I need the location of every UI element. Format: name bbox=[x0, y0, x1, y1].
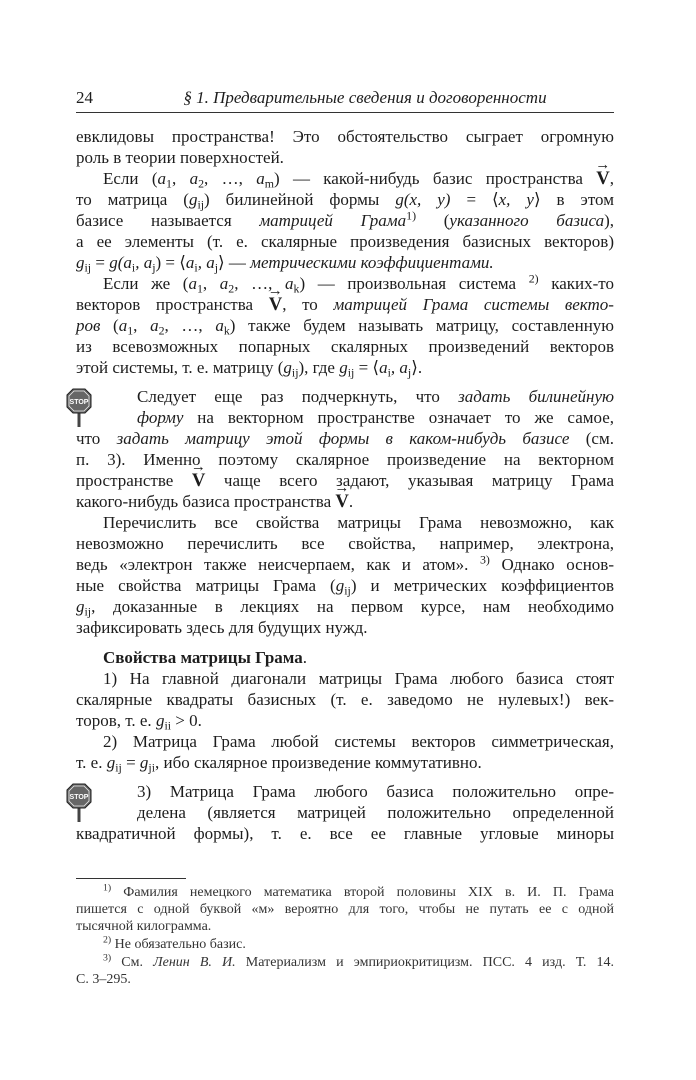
italic-text: матрицей Грама системы векто- bbox=[333, 295, 614, 314]
text: ) также будем называть матрицу, составленную bbox=[229, 316, 615, 335]
text-line bbox=[76, 596, 614, 617]
text: , bbox=[609, 169, 615, 188]
math: g bbox=[155, 711, 165, 730]
text: , доказанные в лекциях на первом курсе, нам необходимо bbox=[91, 597, 614, 616]
math: g bbox=[283, 358, 292, 377]
math: g bbox=[106, 753, 116, 772]
italic-text: ров bbox=[76, 316, 101, 335]
text: ⟩ — bbox=[218, 253, 251, 272]
text: , ибо скалярное произведение коммутативно. bbox=[155, 753, 482, 772]
math: a bbox=[284, 274, 294, 293]
text: ⟩ в этом bbox=[533, 190, 614, 209]
text: пространстве bbox=[76, 471, 192, 490]
text: какого-нибудь базиса пространства bbox=[76, 492, 336, 511]
text: то матрица ( bbox=[76, 190, 189, 209]
text-line bbox=[76, 647, 614, 668]
text: 1) На главной диагонали матрицы Грама любого базиса стоят bbox=[103, 669, 614, 688]
running-header bbox=[76, 88, 614, 113]
text-line bbox=[76, 823, 614, 844]
svg-text:STOP: STOP bbox=[69, 794, 89, 801]
paragraph bbox=[76, 126, 614, 168]
math: a bbox=[189, 169, 199, 188]
math: x, y bbox=[498, 190, 534, 209]
text: 3) Матрица Грама любого базиса положительно опре- bbox=[137, 782, 614, 801]
text: ( bbox=[100, 316, 119, 335]
text: ) = ⟨ bbox=[155, 253, 186, 272]
text: (см. bbox=[569, 429, 614, 448]
text: ⟩. bbox=[411, 358, 423, 377]
subscript: ii bbox=[164, 718, 172, 733]
paragraph bbox=[69, 386, 614, 512]
text: С. 3–295. bbox=[76, 972, 131, 987]
italic-text: форму bbox=[137, 408, 184, 427]
text-line bbox=[76, 954, 614, 971]
footnotes bbox=[76, 884, 614, 989]
text: , bbox=[171, 169, 190, 188]
text-line bbox=[76, 731, 614, 752]
text-line bbox=[76, 689, 614, 710]
text: пишется с одной буквой «м» вероятно для того, чтобы не путать ее с одной bbox=[76, 902, 614, 917]
text: а ее элементы (т. е. скалярные произведения базисных векторов) bbox=[76, 232, 614, 251]
text: Если же ( bbox=[103, 274, 189, 293]
text-line bbox=[76, 512, 614, 533]
footnote bbox=[76, 884, 614, 935]
text-line bbox=[76, 617, 614, 638]
text-line bbox=[76, 533, 614, 554]
text-line bbox=[76, 168, 614, 189]
vector-space-symbol: → V bbox=[269, 294, 283, 315]
text-line bbox=[76, 752, 614, 773]
text: ведь «электрон также неисчерпаем, как и атом». bbox=[76, 555, 480, 574]
text-line bbox=[76, 407, 614, 428]
svg-text:STOP: STOP bbox=[69, 399, 89, 406]
text-line bbox=[76, 315, 614, 336]
text-line bbox=[76, 449, 614, 470]
math: g bbox=[335, 576, 345, 595]
text: зафиксировать здесь для будущих нужд. bbox=[76, 618, 368, 637]
math: a bbox=[118, 316, 128, 335]
text-line bbox=[76, 126, 614, 147]
text: этой системы, т. е. матрицу ( bbox=[76, 358, 284, 377]
subscript: k bbox=[223, 323, 230, 338]
text-line bbox=[76, 918, 614, 935]
subscript: 1 bbox=[166, 176, 172, 191]
paragraph bbox=[69, 781, 614, 844]
italic-text: матрицей Грама bbox=[259, 211, 407, 230]
italic-text: задать билинейную bbox=[458, 387, 614, 406]
text: ) и метрических коэффициентов bbox=[350, 576, 615, 595]
italic-text: Ленин В. И. bbox=[153, 955, 236, 970]
subscript: ij bbox=[84, 260, 92, 275]
footnote-mark: 3) bbox=[103, 952, 112, 964]
text: Следует еще раз подчеркнуть, что bbox=[137, 387, 459, 406]
text-line bbox=[76, 668, 614, 689]
subscript: ij bbox=[291, 365, 299, 380]
subscript: i bbox=[387, 365, 391, 380]
text: скалярные квадраты базисных (т. е. заведомо не нулевых!) век- bbox=[76, 690, 614, 709]
vector-space-symbol: → V bbox=[335, 491, 349, 512]
text: ) — какой-нибудь базис пространства bbox=[273, 169, 597, 188]
main-text bbox=[69, 126, 615, 844]
math: a bbox=[215, 316, 224, 335]
subscript: 2 bbox=[228, 281, 235, 296]
math: g bbox=[76, 597, 85, 616]
text-line bbox=[76, 210, 614, 231]
subscript: m bbox=[264, 176, 274, 191]
math: a bbox=[185, 253, 195, 272]
text: Фамилия немецкого математика второй половины XIX в. И. П. Грама bbox=[111, 885, 614, 900]
text: = bbox=[121, 753, 140, 772]
vector-space-symbol: → V bbox=[596, 168, 610, 189]
math: a bbox=[150, 316, 159, 335]
text: ) билинейной формы bbox=[204, 190, 396, 209]
text-line bbox=[76, 884, 614, 901]
text-line bbox=[76, 971, 614, 988]
text: ( bbox=[416, 211, 450, 230]
italic-text: метрическими коэффициентами. bbox=[250, 253, 494, 272]
text: , …, bbox=[164, 316, 216, 335]
subscript: j bbox=[152, 260, 156, 275]
math: g(x, y) bbox=[395, 190, 451, 209]
text: См. bbox=[111, 955, 154, 970]
text: тысячной килограмма. bbox=[76, 919, 212, 934]
text-line bbox=[76, 336, 614, 357]
subscript: i bbox=[131, 260, 136, 275]
text: чаще всего задают, указывая матрицу Грама bbox=[205, 471, 614, 490]
text: Если ( bbox=[103, 169, 158, 188]
subscript: ji bbox=[148, 760, 156, 775]
text-line bbox=[76, 294, 614, 315]
text-line bbox=[76, 710, 614, 731]
subscript: k bbox=[293, 281, 300, 296]
subscript: i bbox=[194, 260, 198, 275]
italic-text: указанного базиса bbox=[449, 211, 605, 230]
text-line bbox=[76, 357, 614, 378]
math: , a bbox=[390, 358, 408, 377]
text-line bbox=[76, 901, 614, 918]
text: . bbox=[302, 648, 308, 667]
footnote-divider bbox=[76, 878, 186, 879]
text-line bbox=[76, 575, 614, 596]
text-line bbox=[76, 802, 614, 823]
italic-text: задать матрицу этой формы в каком-нибудь базисе bbox=[116, 429, 570, 448]
paragraph bbox=[76, 168, 614, 273]
text-line bbox=[76, 252, 614, 273]
footnote-mark: 2) bbox=[528, 271, 539, 286]
text: на векторном пространстве означает то же самое, bbox=[183, 408, 614, 427]
math: g bbox=[339, 358, 348, 377]
math: g bbox=[188, 190, 198, 209]
running-title: § 1. Предварительные сведения и договоренности bbox=[183, 88, 547, 107]
text-line bbox=[76, 781, 614, 802]
text: , то bbox=[282, 295, 334, 314]
subscript: 2 bbox=[158, 323, 165, 338]
text: Однако основ- bbox=[489, 555, 614, 574]
text: торов, т. е. bbox=[76, 711, 156, 730]
text: Перечислить все свойства матрицы Грама невозможно, как bbox=[103, 513, 614, 532]
paragraph bbox=[76, 731, 614, 773]
text: Материализм и эмпириокритицизм. ПСС. 4 изд. Т. 14. bbox=[235, 955, 614, 970]
text: квадратичной формы), т. е. все ее главные угловые миноры bbox=[76, 824, 614, 843]
text-line bbox=[76, 231, 614, 252]
text-line bbox=[76, 273, 614, 294]
text: роль в теории поверхностей. bbox=[76, 148, 284, 167]
math: , a bbox=[197, 253, 215, 272]
math: a bbox=[219, 274, 229, 293]
paragraph bbox=[76, 273, 614, 378]
bold-text: Свойства матрицы Грама bbox=[103, 648, 303, 667]
subscript: ij bbox=[115, 760, 122, 775]
text: = ⟨ bbox=[354, 358, 380, 377]
subscript: 1 bbox=[127, 323, 134, 338]
text: ные свойства матрицы Грама ( bbox=[76, 576, 336, 595]
math: , a bbox=[135, 253, 153, 272]
subscript: ij bbox=[344, 583, 351, 598]
footnote bbox=[76, 954, 614, 988]
footnote-mark: 1) bbox=[406, 208, 417, 223]
subscript: 1 bbox=[196, 281, 203, 296]
math: g bbox=[139, 753, 149, 772]
footnote bbox=[76, 936, 614, 953]
math: g bbox=[76, 253, 85, 272]
text: = ⟨ bbox=[450, 190, 499, 209]
math: a bbox=[379, 358, 388, 377]
text: , bbox=[133, 316, 151, 335]
text: 2) Матрица Грама любой системы векторов симметрическая, bbox=[103, 732, 614, 751]
text-line bbox=[76, 491, 614, 512]
subscript: j bbox=[407, 365, 412, 380]
subscript: 2 bbox=[198, 176, 205, 191]
text-line bbox=[76, 554, 614, 575]
footnote-mark: 1) bbox=[103, 882, 112, 894]
subscript: ij bbox=[84, 604, 92, 619]
text: из всевозможных попарных скалярных произведений векторов bbox=[76, 337, 614, 356]
paragraph bbox=[76, 668, 614, 731]
text: п. 3). Именно поэтому скалярное произведение на векторном bbox=[76, 450, 614, 469]
text: . bbox=[348, 492, 354, 511]
text: евклидовы пространства! Это обстоятельство сыграет огромную bbox=[76, 127, 614, 146]
text: ), bbox=[604, 211, 614, 230]
text: невозможно перечислить все свойства, например, электрона, bbox=[76, 534, 614, 553]
text: Не обязательно базис. bbox=[111, 937, 246, 952]
text-line bbox=[76, 147, 614, 168]
text: ) — произвольная система bbox=[299, 274, 529, 293]
text-line bbox=[76, 189, 614, 210]
subscript: ij bbox=[197, 197, 205, 212]
text-line bbox=[76, 936, 614, 953]
footnote-mark: 2) bbox=[103, 934, 112, 946]
text: что bbox=[76, 429, 117, 448]
text-line bbox=[76, 386, 614, 407]
text: базисе называется bbox=[76, 211, 260, 230]
text: т. е. bbox=[76, 753, 107, 772]
paragraph bbox=[76, 512, 614, 638]
section-heading bbox=[76, 647, 614, 668]
text: , bbox=[202, 274, 220, 293]
text: ), где bbox=[298, 358, 340, 377]
text: векторов пространства bbox=[76, 295, 269, 314]
text: , …, bbox=[234, 274, 285, 293]
math: g(a bbox=[109, 253, 132, 272]
subscript: ij bbox=[347, 365, 355, 380]
math: a bbox=[256, 169, 265, 188]
math: a bbox=[188, 274, 197, 293]
page-number: 24 bbox=[76, 88, 93, 107]
text: > 0. bbox=[171, 711, 202, 730]
math: a bbox=[157, 169, 167, 188]
text-line bbox=[76, 428, 614, 449]
vector-space-symbol: → V bbox=[192, 470, 206, 491]
text: = bbox=[91, 253, 110, 272]
text: делена (является матрицей положительно определенной bbox=[137, 803, 614, 822]
text: , …, bbox=[204, 169, 257, 188]
footnote-mark: 3) bbox=[479, 552, 490, 567]
subscript: j bbox=[214, 260, 219, 275]
text: каких-то bbox=[538, 274, 614, 293]
